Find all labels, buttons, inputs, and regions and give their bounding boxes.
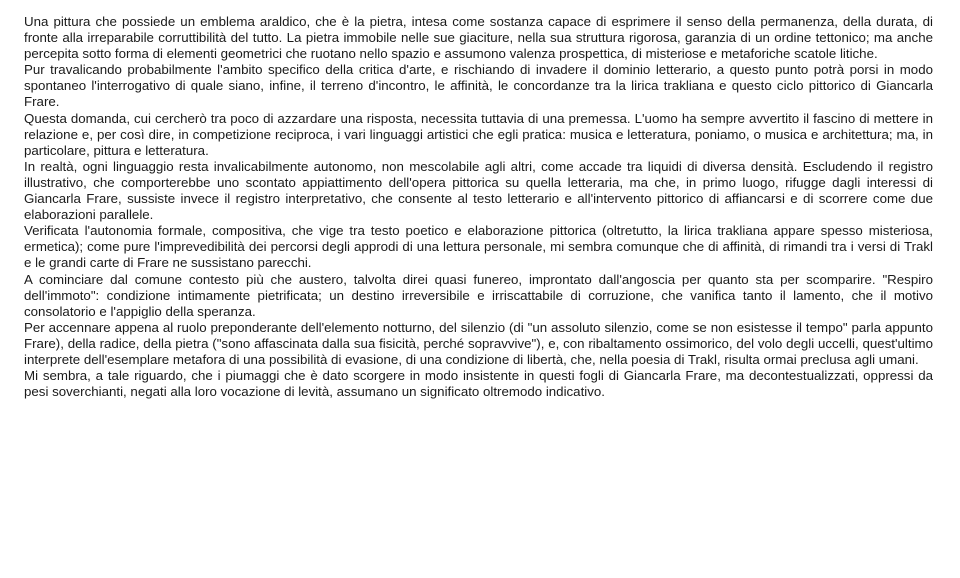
paragraph: Pur travalicando probabilmente l'ambito specifico della critica d'arte, e rischiando di invadere il dominio letterario, a questo punto potrà porsi in modo spontaneo l'interrogativo di quale siano, infine, il terreno d'incontro, le affinità, le concordanze tra la lirica trakliana e questo ciclo pittorico di Giancarla Frare.	[24, 62, 933, 110]
paragraph: A cominciare dal comune contesto più che austero, talvolta direi quasi funereo, improntato dall'angoscia per quanto sta per scomparire. "Respiro dell'immoto": condizione intimamente pietrificata; un destino irreversibile e irriscattabile di corruzione, che vanifica tanto il lamento, che il motivo consolatorio e l'appiglio della speranza.	[24, 271, 933, 319]
paragraph: In realtà, ogni linguaggio resta invalicabilmente autonomo, non mescolabile agli altri, come accade tra liquidi di diversa densità. Escludendo il registro illustrativo, che comporterebbe uno scontato appiattimento dell'opera pittorica su quella letteraria, ma che, in primo luogo, rifugge dagli interessi di Giancarla Frare, sussiste invece il registro interpretativo, che consente al testo letterario e all'intervento pittorico di affiancarsi e di scorrere come due elaborazioni parallele.	[24, 158, 933, 223]
paragraph: Una pittura che possiede un emblema araldico, che è la pietra, intesa come sostanza capace di esprimere il senso della permanenza, della durata, di fronte alla irreparabile corruttibilità del tutto. La pietra immobile nelle sue giaciture, nella sua struttura rigorosa, garanzia di un ordine tettonico; ma anche percepita sotto forma di elementi geometrici che ruotano nello spazio e assumono valenza prospettica, di misteriose e metaforiche scatole litiche.	[24, 14, 933, 62]
document-body	[24, 14, 933, 400]
paragraph: Per accennare appena al ruolo preponderante dell'elemento notturno, del silenzio (di "un assoluto silenzio, come se non esistesse il tempo" parla appunto Frare), della radice, della pietra ("sono affascinata dalla sua fisicità, perché sopravvive"), e, con ribaltamento ossimorico, del volo degli uccelli, quest'ultimo interprete dell'esemplare metafora di una possibilità di evasione, di una condizione di libertà, che, nella poesia di Trakl, risulta ormai preclusa agli umani.	[24, 319, 933, 367]
paragraph: Mi sembra, a tale riguardo, che i piumaggi che è dato scorgere in modo insistente in questi fogli di Giancarla Frare, ma decontestualizzati, oppressi da pesi soverchianti, negati alla loro vocazione di levità, assumano un significato oltremodo indicativo.	[24, 368, 933, 400]
paragraph: Questa domanda, cui cercherò tra poco di azzardare una risposta, necessita tuttavia di una premessa. L'uomo ha sempre avvertito il fascino di mettere in relazione e, per così dire, in competizione reciproca, i vari linguaggi artistici che egli pratica: musica e letteratura, poniamo, o musica e architettura; ma, in particolare, pittura e letteratura.	[24, 110, 933, 158]
paragraph: Verificata l'autonomia formale, compositiva, che vige tra testo poetico e elaborazione pittorica (oltretutto, la lirica trakliana appare spesso misteriosa, ermetica); come pure l'imprevedibilità dei percorsi degli approdi di una lettura personale, mi sembra comunque che di affinità, di rimandi tra i versi di Trakl e le grandi carte di Frare ne sussistano parecchi.	[24, 223, 933, 271]
